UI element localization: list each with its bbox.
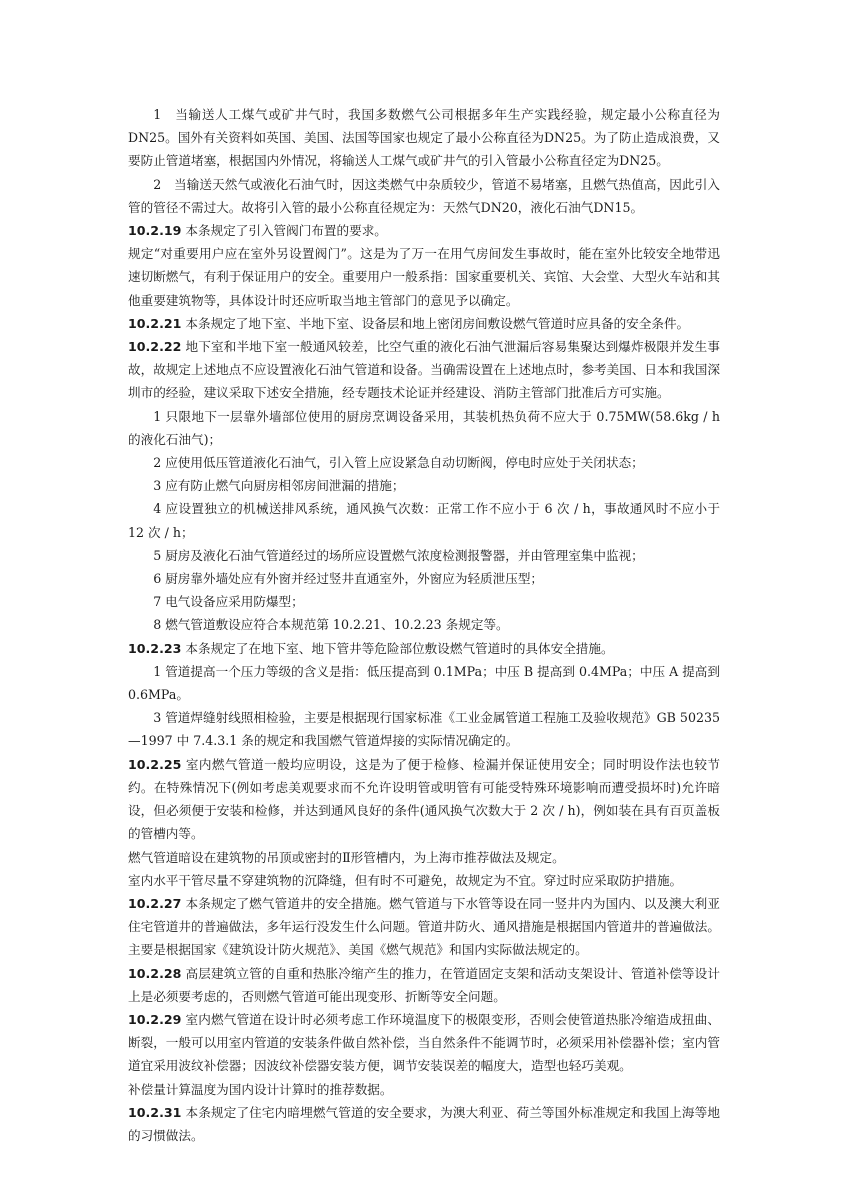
clause-text: 本条规定了引入管阀门布置的要求。 (181, 223, 387, 239)
clause-paragraph (128, 335, 720, 405)
item-paragraph: 1 只限地下一层靠外墙部位使用的厨房烹调设备采用，其装机热负荷不应大于 0.75MW(58.6kg / h 的液化石油气)； (128, 408, 720, 447)
clause-number: 10.2.29 (128, 1011, 182, 1027)
plain-paragraph: 补偿量计算温度为国内设计计算时的推荐数据。 (128, 1081, 393, 1097)
item-paragraph: 2 当输送天然气或液化石油气时，因这类燃气中杂质较少，管道不易堵塞，且燃气热值高，因此引入管的管径不需过大。故将引入管的最小公称直径规定为：天然气DN20，液化石油气DN15。 (128, 176, 720, 215)
item-paragraph: 4 应设置独立的机械送排风系统，通风换气次数：正常工作不应小于 6 次 / h，事故通风时不应小于 12 次 / h； (128, 501, 720, 540)
item-paragraph: 6 厨房靠外墙处应有外窗并经过竖井直通室外，外窗应为轻质泄压型； (153, 571, 544, 587)
clause-paragraph (128, 219, 720, 242)
clause-number: 10.2.28 (128, 965, 182, 981)
clause-paragraph (128, 637, 720, 660)
clause-text: 室内燃气管道在设计时必须考虑工作环境温度下的极限变形，否则会使管道热胀冷缩造成扭曲、断裂，一般可以用室内管道的安装条件做自然补偿，当自然条件不能调节时，必须采用补偿器补偿；室内管道宜采用波纹补偿器；因波纹补偿器安装方便，调节安装误差的幅度大，造型也轻巧美观。 (128, 1011, 720, 1074)
item-paragraph: 1 管道提高一个压力等级的含义是指：低压提高到 0.1MPa；中压 B 提高到 0.4MPa；中压 A 提高到 0.6MPa。 (128, 663, 720, 703)
clause-text: 本条规定了地下室、半地下室、设备层和地上密闭房间敷设燃气管道时应具备的安全条件。 (181, 315, 690, 331)
clause-paragraph (128, 753, 720, 846)
plain-paragraph: 规定“对重要用户应在室外另设置阀门”。这是为了万一在用气房间发生事故时，能在室外比较安全地带迅速切断燃气，有利于保证用户的安全。重要用户一般系指：国家重要机关、宾馆、大会堂、大型火车站和其他重要建筑物等，具体设计时还应听取当地主管部门的意见予以确定。 (128, 246, 720, 308)
clause-number: 10.2.19 (128, 223, 182, 239)
clause-text: 室内燃气管道一般均应明设，这是为了便于检修、检漏并保证使用安全；同时明设作法也较节约。在特殊情况下(例如考虑美观要求而不允许设明管或明管有可能受特殊环境影响而遭受损坏时)允许暗设，但必须便于安装和检修，并达到通风良好的条件(通风换气次数大于 2 次 / h)，例如装在具有百页盖板的管槽内等。 (128, 756, 720, 842)
item-paragraph: 5 厨房及液化石油气管道经过的场所应设置燃气浓度检测报警器，并由管理室集中监视； (153, 547, 644, 563)
item-paragraph: 2 应使用低压管道液化石油气，引入管上应设紧急自动切断阀，停电时应处于关闭状态； (153, 455, 644, 471)
clause-paragraph (128, 1101, 720, 1147)
clause-text: 本条规定了在地下室、地下管井等危险部位敷设燃气管道时的具体安全措施。 (181, 640, 614, 656)
clause-number: 10.2.21 (128, 315, 182, 331)
clause-paragraph (128, 312, 720, 335)
clause-text: 本条规定了燃气管道井的安全措施。燃气管道与下水管等设在同一竖井内为国内、以及澳大利亚住宅管道井的普遍做法，多年运行没发生什么问题。管道井防火、通风措施是根据国内管道井的普遍做法。主要是根据国家《建筑设计防火规范》、美国《燃气规范》和国内实际做法规定的。 (128, 895, 720, 958)
clause-text: 高层建筑立管的自重和热胀冷缩产生的推力，在管道固定支架和活动支架设计、管道补偿等设计上是必须要考虑的，否则燃气管道可能出现变形、折断等安全问题。 (128, 965, 720, 1004)
clause-paragraph (128, 892, 720, 962)
clause-number: 10.2.31 (128, 1104, 182, 1120)
clause-number: 10.2.22 (128, 339, 182, 355)
clause-number: 10.2.27 (128, 895, 182, 911)
clause-paragraph (128, 962, 720, 1008)
item-paragraph: 3 应有防止燃气向厨房相邻房间泄漏的措施； (153, 478, 405, 494)
clause-paragraph (128, 1008, 720, 1078)
plain-paragraph: 燃气管道暗设在建筑物的吊顶或密封的Ⅱ形管槽内，为上海市推荐做法及规定。 (128, 849, 565, 865)
clause-text: 地下室和半地下室一般通风较差，比空气重的液化石油气泄漏后容易集聚达到爆炸极限并发生事故，故规定上述地点不应设置液化石油气管道和设备。当确需设置在上述地点时，参考美国、日本和我国深圳市的经验，建议采取下述安全措施，经专题技术论证并经建设、消防主管部门批准后方可实施。 (128, 339, 720, 401)
document-body (128, 103, 720, 1147)
item-paragraph: 8 燃气管道敷设应符合本规范第 10.2.21、10.2.23 条规定等。 (153, 617, 509, 633)
plain-paragraph: 室内水平干管尽量不穿建筑物的沉降缝，但有时不可避免，故规定为不宜。穿过时应采取防护措施。 (128, 872, 683, 888)
clause-number: 10.2.23 (128, 640, 182, 656)
item-paragraph: 1 当输送人工煤气或矿井气时，我国多数燃气公司根据多年生产实践经验，规定最小公称直径为DN25。国外有关资料如英国、美国、法国等国家也规定了最小公称直径为DN25。为了防止造成浪费，又要防止管道堵塞，根据国内外情况，将输送人工煤气或矿井气的引入管最小公称直径定为DN25。 (128, 107, 720, 169)
item-paragraph: 3 管道焊缝射线照相检验，主要是根据现行国家标准《工业金属管道工程施工及验收规范》GB 50235—1997 中 7.4.3.1 条的规定和我国燃气管道焊接的实际情况确定的。 (128, 710, 720, 749)
clause-number: 10.2.25 (128, 756, 182, 772)
item-paragraph: 7 电气设备应采用防爆型； (153, 594, 304, 610)
clause-text: 本条规定了住宅内暗埋燃气管道的安全要求，为澳大利亚、荷兰等国外标准规定和我国上海等地的习惯做法。 (128, 1104, 720, 1143)
